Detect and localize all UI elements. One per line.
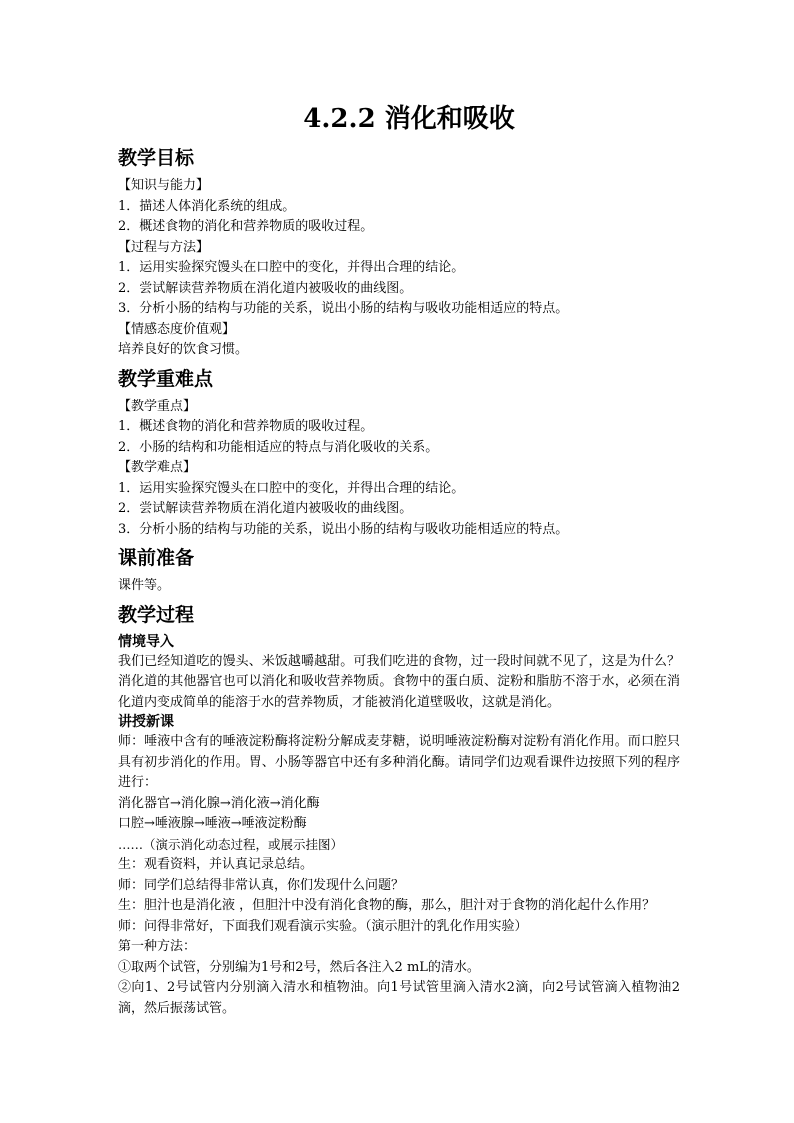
- preparation-text: 课件等。: [118, 578, 171, 593]
- dialogue-line: 师：问得非常好，下面我们观看演示实验。（演示胆汁的乳化作用实验）: [118, 918, 528, 934]
- list-item: 1．概述食物的消化和营养物质的吸收过程。: [118, 419, 374, 434]
- subheading-attitude: 【情感态度价值观】: [118, 321, 236, 337]
- list-item: 1．运用实验探究馒头在口腔中的变化，并得出合理的结论。: [118, 260, 465, 275]
- subheading-process: 【过程与方法】: [118, 239, 210, 255]
- list-item: 2．尝试解读营养物质在消化道内被吸收的曲线图。: [118, 501, 413, 516]
- list-item: 3．分析小肠的结构与功能的关系，说出小肠的结构与吸收功能相适应的特点。: [118, 521, 569, 537]
- subheading-intro: 情境导入: [118, 633, 174, 650]
- list-item: 3．分析小肠的结构与功能的关系，说出小肠的结构与吸收功能相适应的特点。: [118, 301, 569, 316]
- subheading-difficult: 【教学难点】: [118, 460, 197, 475]
- flow-line: 消化器官→消化腺→消化液→消化酶: [118, 795, 320, 811]
- subheading-knowledge: 【知识与能力】: [118, 178, 210, 193]
- list-item: 2．小肠的结构和功能相适应的特点与消化吸收的关系。: [118, 439, 439, 455]
- section-heading-process: 教学过程: [118, 603, 195, 626]
- subheading-new-lesson: 讲授新课: [118, 714, 174, 730]
- list-item: 培养良好的饮食习惯。: [118, 342, 249, 357]
- list-item: 2．尝试解读营养物质在消化道内被吸收的曲线图。: [118, 280, 413, 296]
- document-body: [118, 98, 680, 1019]
- section-heading-key-points: 教学重难点: [118, 367, 214, 390]
- step-line: ②向1、2号试管内分别滴入清水和植物油。向1号试管里滴入清水2滴，向2号试管滴入植物油2滴，然后振荡试管。: [118, 980, 680, 1016]
- dialogue-line: 师：同学们总结得非常认真，你们发现什么问题？: [118, 877, 405, 893]
- new-lesson-paragraph: 师：唾液中含有的唾液淀粉酶将淀粉分解成麦芽糖，说明唾液淀粉酶对淀粉有消化作用。而口腔只具有初步消化的作用。胃、小肠等器官中还有多种消化酶。请同学们边观看课件边按照下列的程序进行：: [118, 734, 680, 790]
- list-item: 2．概述食物的消化和营养物质的吸收过程。: [118, 219, 374, 234]
- demo-note: ……（演示消化动态过程，或展示挂图）: [118, 836, 344, 852]
- step-line: ①取两个试管，分别编为1号和2号，然后各注入2 mL的清水。: [118, 959, 480, 975]
- section-heading-preparation: 课前准备: [118, 547, 195, 569]
- list-item: 1．描述人体消化系统的组成。: [118, 198, 296, 214]
- subheading-key: 【教学重点】: [118, 398, 197, 414]
- intro-paragraph: 我们已经知道吃的馒头、米饭越嚼越甜。可我们吃进的食物，过一段时间就不见了，这是为什么？消化道的其他器官也可以消化和吸收营养物质。食物中的蛋白质、淀粉和脂肪不溶于水，必须在消化道内变成简单的能溶于水的营养物质，才能被消化道壁吸收，这就是消化。: [118, 653, 680, 710]
- dialogue-line: 生：观看资料，并认真记录总结。: [118, 857, 314, 872]
- page-title: 4.2.2 消化和吸收: [303, 104, 515, 134]
- section-heading-objectives: 教学目标: [118, 147, 195, 169]
- dialogue-line: 生：胆汁也是消化液 ，但胆汁中没有消化食物的酶，那么，胆汁对于食物的消化起什么作用？: [118, 898, 656, 913]
- flow-line: 口腔→唾液腺→唾液→唾液淀粉酶: [118, 816, 307, 831]
- list-item: 1．运用实验探究馒头在口腔中的变化，并得出合理的结论。: [118, 480, 465, 496]
- method-label: 第一种方法：: [118, 939, 197, 954]
